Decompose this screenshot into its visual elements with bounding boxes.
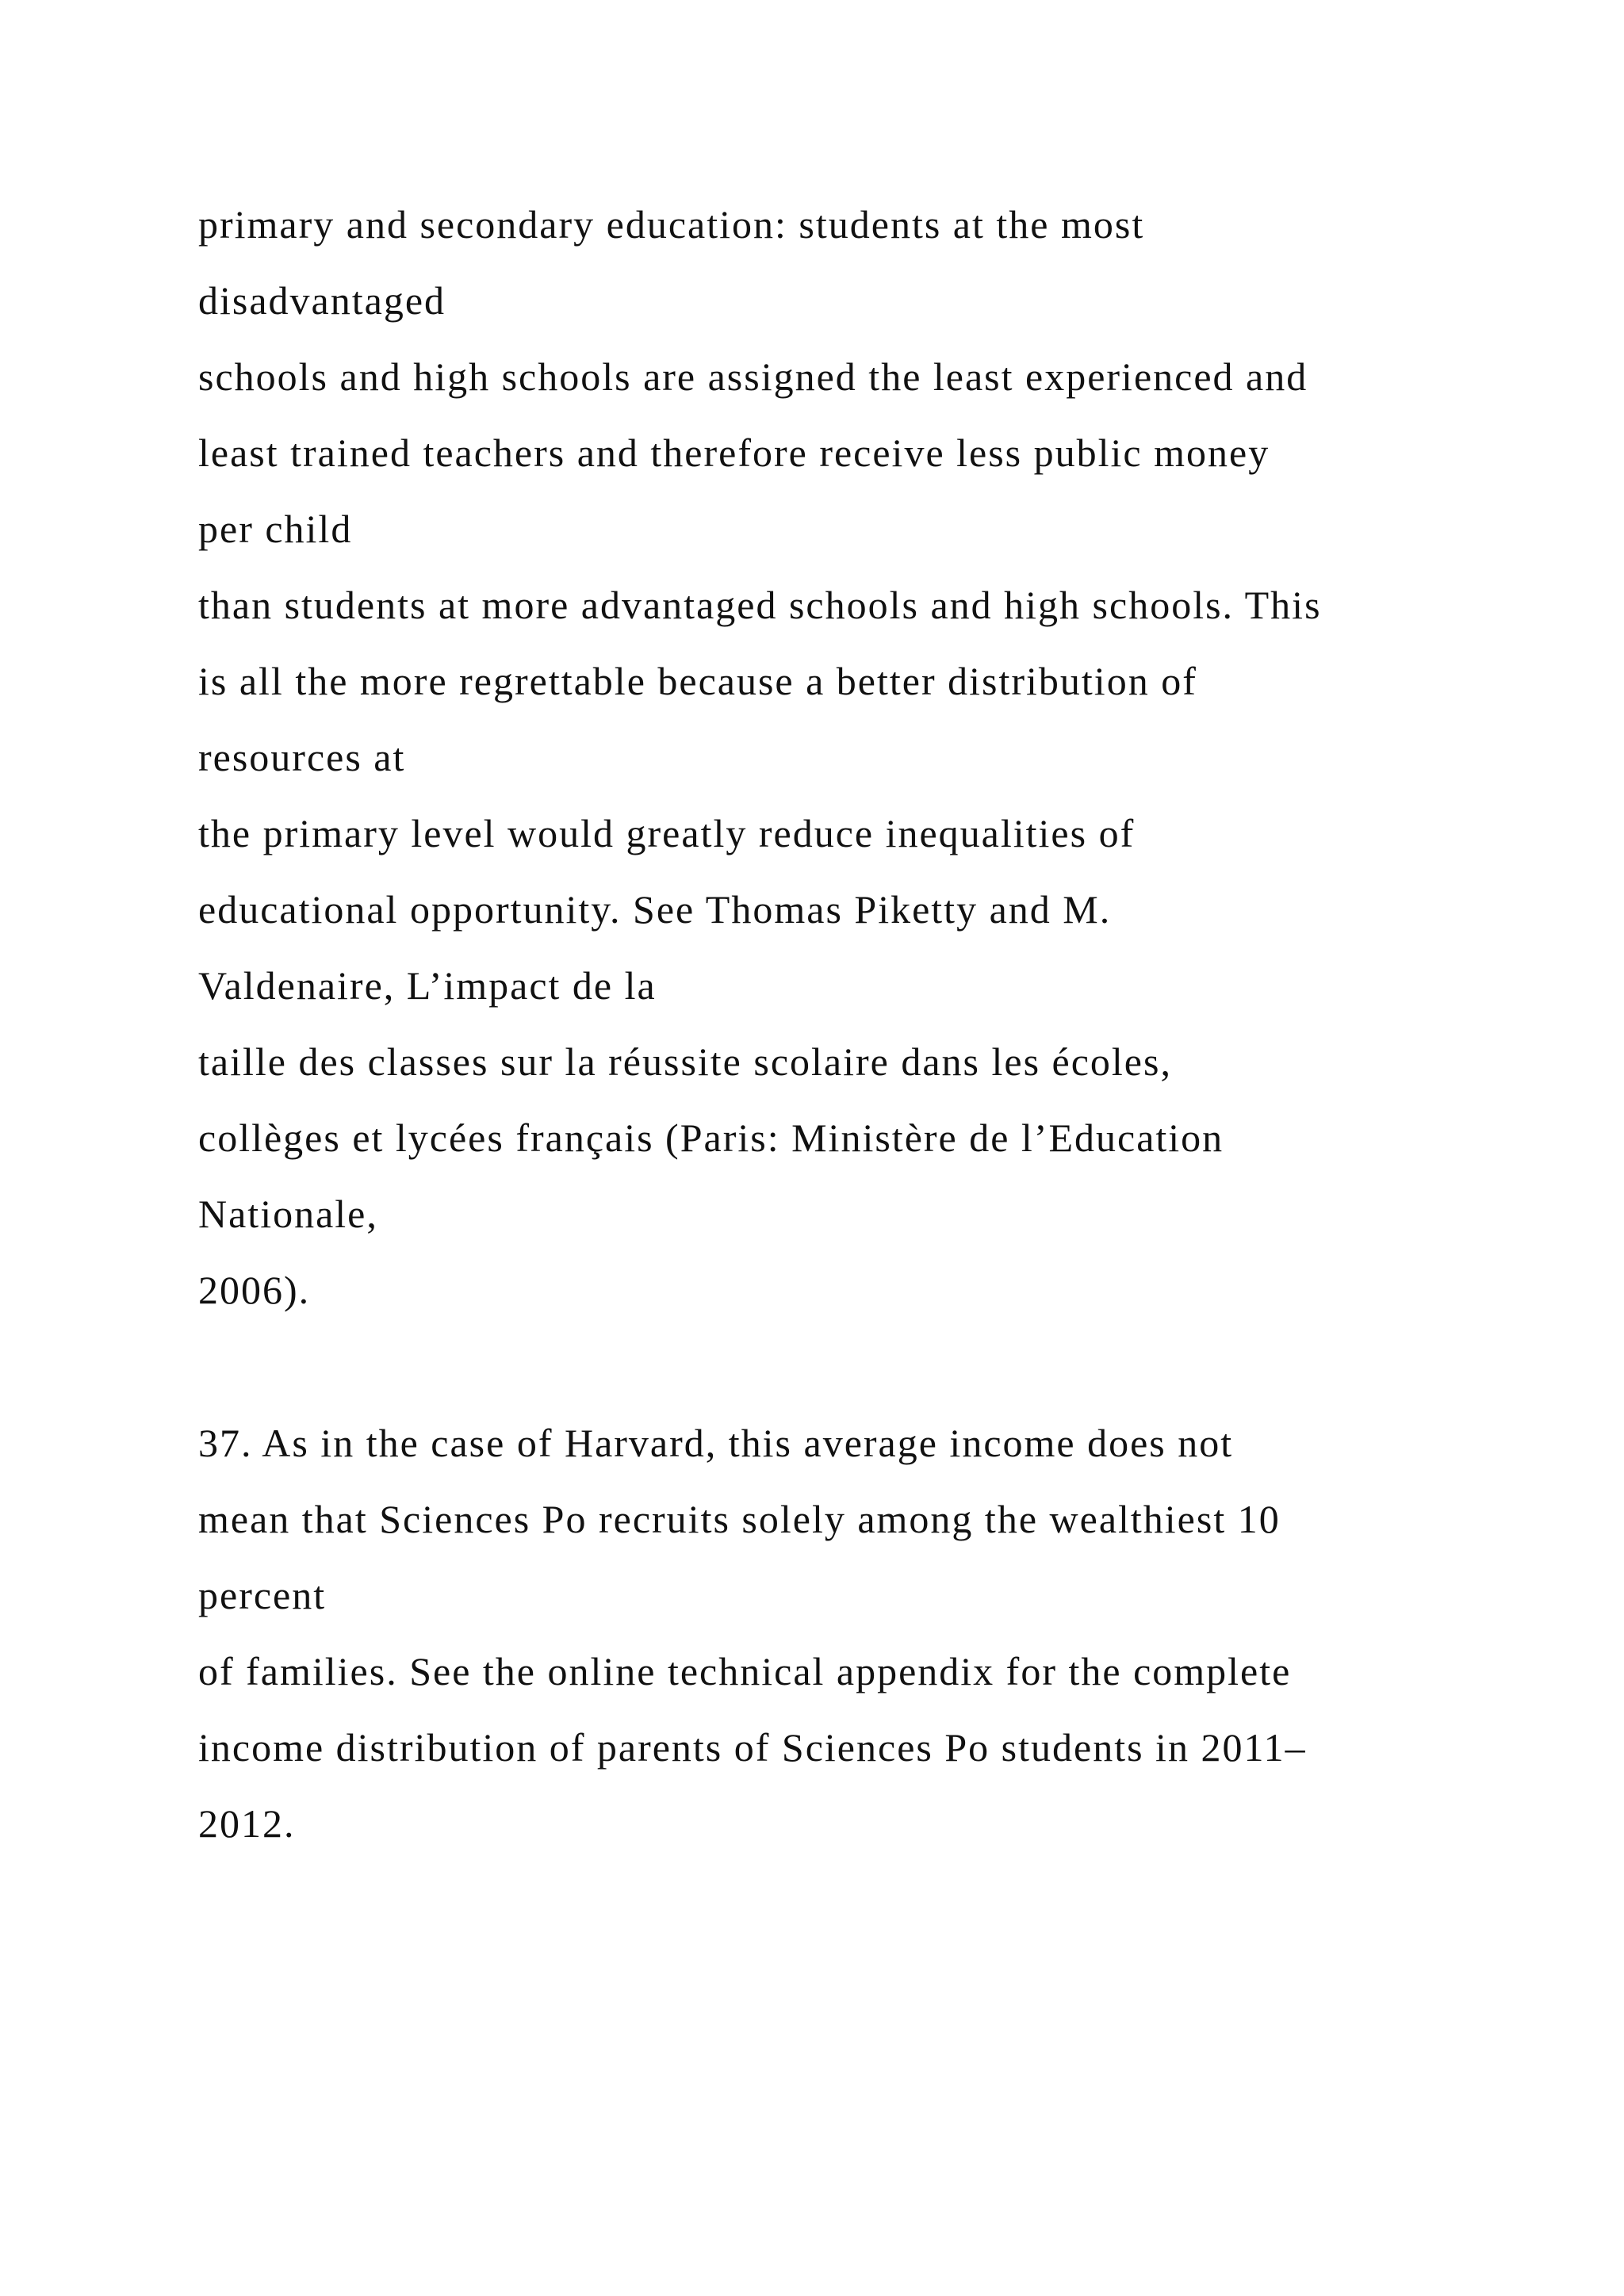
text-line: collèges et lycées français (Paris: Ministère de l’Education [198, 1115, 1224, 1160]
text-line: 37. As in the case of Harvard, this average income does not [198, 1421, 1234, 1465]
footnote-37 [198, 1405, 1546, 1862]
text-line: 2006). [198, 1268, 311, 1312]
text-line: schools and high schools are assigned the least experienced and [198, 354, 1308, 399]
text-line: least trained teachers and therefore receive less public money [198, 430, 1270, 475]
text-line: 2012. [198, 1801, 296, 1846]
text-line: than students at more advantaged schools and high schools. This [198, 583, 1322, 627]
text-line: educational opportunity. See Thomas Piketty and M. [198, 887, 1112, 932]
text-line: disadvantaged [198, 278, 446, 323]
footnote-36-continuation [198, 186, 1546, 1328]
text-line: is all the more regrettable because a better distribution of [198, 659, 1197, 703]
text-line: per child [198, 507, 353, 551]
text-line: of families. See the online technical appendix for the complete [198, 1649, 1292, 1693]
text-line: income distribution of parents of Sciences Po students in 2011– [198, 1725, 1307, 1770]
text-line: the primary level would greatly reduce inequalities of [198, 811, 1136, 855]
text-line: Valdenaire, L’impact de la [198, 963, 657, 1008]
text-line: Nationale, [198, 1192, 378, 1236]
text-line: mean that Sciences Po recruits solely among the wealthiest 10 [198, 1497, 1281, 1541]
text-line: primary and secondary education: students at the most [198, 202, 1145, 247]
text-line: resources at [198, 735, 406, 779]
text-line: taille des classes sur la réussite scolaire dans les écoles, [198, 1039, 1172, 1084]
text-line: percent [198, 1573, 327, 1617]
